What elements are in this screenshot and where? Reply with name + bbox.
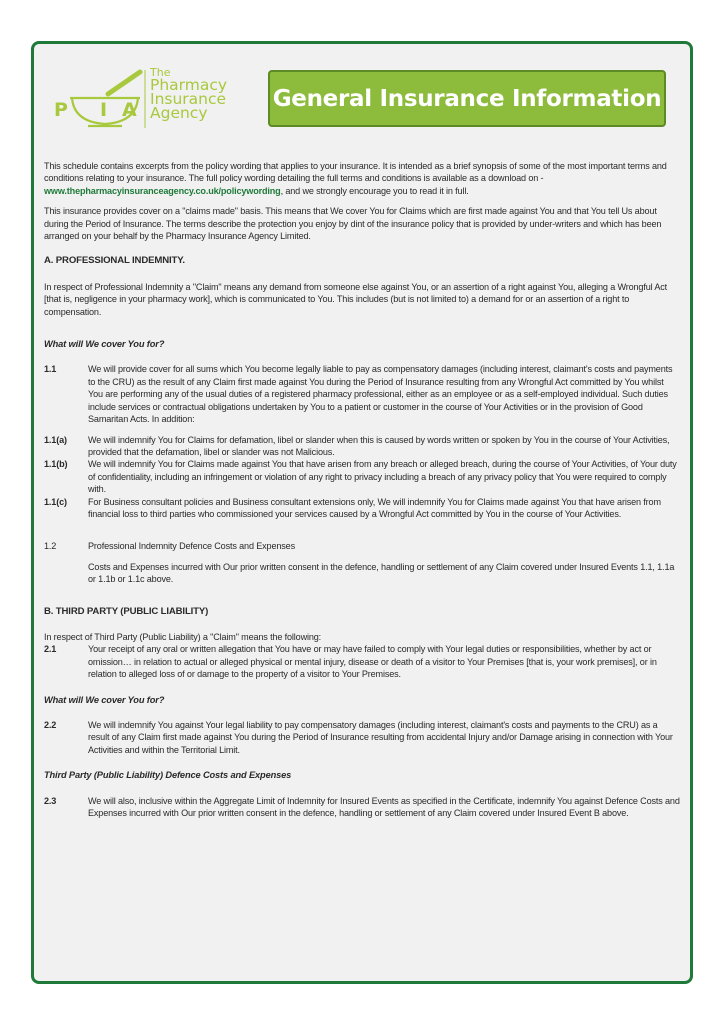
intro-text: This schedule contains excerpts from the policy wording that applies to your insurance. It is intended as a brief synopsis of some of the most important terms and conditions relating to your insurance. The full policy wording detailing the full terms and conditions is available as a download on -: [44, 161, 667, 184]
clause-1-2-body: [44, 561, 680, 586]
section-b-defence-heading: Third Party (Public Liability) Defence Costs and Expenses: [44, 770, 292, 781]
clause-2-3: [44, 795, 680, 820]
section-b-heading: B. THIRD PARTY (PUBLIC LIABILITY): [44, 605, 209, 617]
clause-1-1a: [44, 434, 680, 459]
clause-text: We will indemnify You for Claims made against You that have arisen from any breach or alleged breach, during the course of Your Activities, of Your duty of confidentiality, including an infringement or violation of any right to privacy including a breach of any privacy policy that You were required to comply with.: [88, 459, 677, 495]
clause-text: Costs and Expenses incurred with Our prior written consent in the defence, handling or settlement of any Claim covered under Insured Events 1.1, 1.1a or 1.1b or 1.1c above.: [88, 561, 675, 585]
clause-number: 1.1(c): [44, 496, 67, 507]
clause-1-1c: [44, 496, 680, 521]
clause-2-1: [44, 643, 680, 680]
page-title-banner: [268, 70, 666, 127]
clause-number: 1.1: [44, 364, 57, 375]
page-title: General Insurance Information: [272, 85, 662, 112]
clause-text: For Business consultant policies and Business consultant extensions only, We will indemnify You for Claims made against You that have arisen from financial loss to third parties who commissioned your services caused by a Wrongful Act committed by You in the course of Your Activities.: [88, 496, 661, 519]
document-body: [44, 160, 680, 819]
clause-number: 1.1(b): [44, 459, 68, 470]
logo-word-agency: Agency: [150, 104, 208, 122]
logo-wordmark: [150, 67, 227, 120]
clause-text: We will indemnify You for Claims for defamation, libel or slander when this is caused by words written or spoken by You in the course of Your Activities, provided that the defamation, libel or slander was not Malicious.: [88, 434, 670, 457]
logo-letter-i: I: [100, 99, 108, 121]
clause-2-2: [44, 719, 680, 756]
section-a-cover-heading: What will We cover You for?: [44, 339, 165, 350]
clause-1-2: [44, 540, 680, 552]
policy-wording-link[interactable]: www.thepharmacyinsuranceagency.co.uk/policywording: [44, 185, 281, 196]
clause-1-1: [44, 363, 680, 425]
clause-number: 2.3: [44, 795, 57, 806]
clause-1-1b: [44, 458, 680, 495]
clause-text: We will also, inclusive within the Aggregate Limit of Indemnity for Insured Events as specified in the Certificate, indemnify You against Defence Costs and Expenses incurred with Our prior written consent in the defence, handling or settlement of any Claim covered under Insured Event B above.: [88, 795, 680, 819]
clause-number: 1.1(a): [44, 434, 67, 445]
clause-text: We will provide cover for all sums which You become legally liable to pay as compensatory damages (including interest, claimant's costs and payments to the CRU) as the result of any Claim first made against You during the Period of Insurance resulting from any Wrongful Act committed by You whilst You are performing any of the usual duties of a registered pharmacy professional, either as an employee or as a self-employed individual. Such duties include services or contractual obligations undertaken by You to a patient or customer in the course of Your Activities or in the provision of Good Samaritan Acts. In addition:: [88, 364, 673, 425]
intro-paragraph-1: [44, 160, 680, 197]
section-a-definition: In respect of Professional Indemnity a "Claim" means any demand from someone else against You, or an assertion of a right against You, alleging a Wrongful Act [that is, negligence in your pharmacy work], which is communicated to You. This includes (but is not limited to) a demand for or an assertion of a right to compensation.: [44, 281, 668, 317]
logo-word-the: The: [150, 66, 171, 79]
logo-letter-a: A: [122, 99, 137, 121]
clause-text: Your receipt of any oral or written allegation that You have or may have failed to comply with Your legal duties or responsibilities, whether by act or omission… in relation to actual or alleged physical or mental injury, disease or death of a visitor to Your Premises [that is, your work premises], or in relation to alleged loss of or damage to the property of a visitor to Your Premises.: [88, 644, 657, 680]
section-b-cover-heading: What will We cover You for?: [44, 694, 165, 705]
section-b-definition: In respect of Third Party (Public Liability) a "Claim" means the following:: [44, 631, 322, 642]
clause-title: Professional Indemnity Defence Costs and Expenses: [88, 541, 295, 552]
clause-number: 1.2: [44, 541, 57, 552]
clause-text: We will indemnify You against Your legal liability to pay compensatory damages (including interest, claimant's costs and payments to the CRU) as a result of any Claim first made against You during the Period of Insurance resulting from accidental Injury and/or Damage arising in connection with Your Activities and within the Territorial Limit.: [88, 720, 673, 755]
clause-number: 2.2: [44, 720, 57, 730]
clause-number: 2.1: [44, 644, 57, 655]
intro-paragraph-2: This insurance provides cover on a "claims made" basis. This means that We cover You for Claims which are first made against You and that You tell Us about during the Period of Insurance. The terms describe the protection you enjoy by dint of the insurance policy that is provided by under-writers and which has been arranged on your behalf by the Pharmacy Insurance Agency Limited.: [44, 206, 662, 242]
logo-letter-p: P: [54, 99, 68, 121]
intro-text-end: , and we strongly encourage you to read it in full.: [280, 185, 469, 196]
logo-word-pharmacy: Pharmacy: [150, 76, 228, 94]
logo-word-insurance: Insurance: [150, 90, 227, 108]
section-a-heading: A. PROFESSIONAL INDEMNITY.: [44, 255, 185, 267]
